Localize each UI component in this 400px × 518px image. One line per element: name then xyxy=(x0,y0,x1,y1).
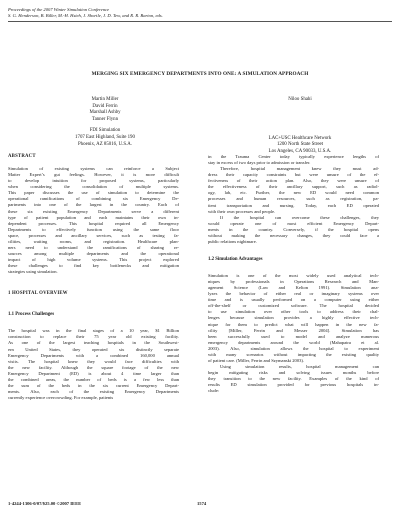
text-line: Simulation of existing systems can reinforce a Subject xyxy=(8,166,179,172)
text-line: currently experience overcrowding. For example, patients xyxy=(8,395,114,400)
right-column xyxy=(208,154,379,394)
affiliation-line: LAC+USC Healthcare Network xyxy=(268,135,332,141)
text-line: impact of high volume systems. This project explored xyxy=(8,257,179,262)
text-line: ners need to understand the ramifications of sharing re- xyxy=(8,244,179,250)
author-block-right xyxy=(245,97,355,155)
page-number: 1574 xyxy=(197,501,207,506)
copyright-footer: 1-4244-1306-0/07/$25.00 ©2007 IEEE xyxy=(8,501,82,506)
text-line: visits. The hospital knew they would face difficulties with xyxy=(8,358,179,364)
text-line: emergency departments around the world (Mahapatra et al. xyxy=(208,339,379,345)
text-line: clude: xyxy=(208,388,220,394)
affiliation-line: 1707 East Highland, Suite 190 xyxy=(75,134,135,140)
text-line: these six existing Emergency Departments serve a different xyxy=(8,208,179,214)
paper-title: MERGING SIX EMERGENCY DEPARTMENTS INTO ONE: A SIMULATION APPROACH xyxy=(91,71,309,77)
paragraph xyxy=(208,273,379,364)
text-line: off-the-shelf or customized software. The hospital decided xyxy=(208,303,379,309)
abstract-heading: ABSTRACT xyxy=(8,154,36,159)
text-line: Emergency Department (ED) is about 4 time larger than xyxy=(8,370,179,376)
author-name: Niloo Shahi xyxy=(288,97,312,102)
paragraph xyxy=(208,215,379,245)
text-line: cility [Miller, Ferrin and Messer 2004]. Simulation has xyxy=(208,327,379,333)
text-line: ern United States, they operated six distinctly separate xyxy=(8,346,179,352)
text-line: public relations nightmare. xyxy=(208,238,257,244)
text-line: in the Trauma Center today typically experience lengths of xyxy=(208,154,379,159)
text-line: results ED simulation provided for previous hospitals in- xyxy=(208,382,379,388)
author-name: Tanner Flynn xyxy=(91,116,119,122)
text-line: The hospital was in the final stages of a 10 year, $1 Billion xyxy=(8,328,179,334)
section-heading: 1 HOSPITAL OVERVIEW xyxy=(8,291,68,297)
text-line: Therefore, hospital management knew they must ad- xyxy=(220,166,379,172)
paragraph xyxy=(208,154,379,166)
text-line: Departments to effectively function using the same floor xyxy=(8,226,179,232)
header-rule xyxy=(8,21,392,22)
text-line: Simulation is one of the most widely used analytical tech- xyxy=(208,273,379,278)
text-line: with many scenarios without impacting the existing quality xyxy=(208,351,379,357)
author-block-left xyxy=(60,97,150,148)
text-line: construction to replace their 75 year old existing facility. xyxy=(8,334,179,340)
text-line: This paper discusses the use of simulation to determine the xyxy=(8,190,179,196)
text-line: these challenges to find key bottlenecks and mitigation xyxy=(8,263,179,269)
subsection-body xyxy=(8,328,179,401)
text-line: without making the necessary changes, they could face a xyxy=(208,232,379,238)
text-line: strategies using simulation. xyxy=(8,269,58,275)
text-line: ments in the country. Conversely, if the hospital opens xyxy=(208,226,379,232)
text-line: stay in excess of two days prior to admission or transfer. xyxy=(208,160,311,166)
paragraph xyxy=(208,166,379,215)
affiliation-line: 1200 North State Street xyxy=(276,142,324,148)
text-line: lenges because simulation provides a highly effective tech- xyxy=(208,315,379,321)
text-line: If the hospital can overcome these challenges, they xyxy=(220,214,379,220)
text-line: time and is usually performed on a computer using either xyxy=(208,297,379,303)
text-line: As one of the largest teaching hospitals in the Southwest- xyxy=(8,340,179,346)
text-line: to use simulation over other tools to address their chal- xyxy=(208,309,379,315)
text-line: to develop intuition for proposed systems, particularly xyxy=(8,178,179,184)
text-line: Emergency Departments with a combined 160,000 annual xyxy=(8,352,179,358)
subsection-heading: 1.1 Process Challenges xyxy=(8,312,55,318)
text-line: dependent processes. This hospital required all Emergency xyxy=(8,220,179,226)
affiliation-line: Phoenix, AZ 85016, U.S.A. xyxy=(77,141,133,147)
text-line: agement Science (Law and Kelton 1991). Simulation ana- xyxy=(208,285,379,291)
text-line: fectiveness of their action plan. Also, they were unsure of xyxy=(208,178,379,184)
text-line: ments. Also, each of the existing Emergency Departments xyxy=(8,388,179,394)
text-line: 2003). Also, simulation allows the hospital to experiment xyxy=(208,345,379,351)
text-line: partments into one of the largest in the country. Each of xyxy=(8,202,179,208)
text-line: the new facility. Although the square footage of the new xyxy=(8,364,179,370)
text-line: cilities, waiting rooms, and registration. Healthcare plan- xyxy=(8,238,179,244)
paragraph xyxy=(208,364,379,394)
text-line: Matter Expert’s gut feelings. However, it is more difficult xyxy=(8,172,179,178)
text-line: with their own processes and people. xyxy=(208,208,276,214)
text-line: dress their capacity constraints but were unsure of the ef- xyxy=(208,172,379,178)
text-line: Using simulation results, hospital management can xyxy=(220,363,379,369)
text-line: sources among multiple departments and the operational xyxy=(8,250,179,256)
text-line: would operate one of most efficient Emergency Depart- xyxy=(208,220,379,226)
text-line: operational ramifications of combining six Emergency De- xyxy=(8,196,179,202)
text-line: been successfully used to model and analyze numerous xyxy=(208,333,379,339)
text-line: niques by professionals in Operations Research and Man- xyxy=(208,279,379,285)
left-column xyxy=(8,154,179,401)
text-line: space, processes and ancillary services, such as testing fa- xyxy=(8,232,179,238)
text-line: begin mitigating risks and solving issues months before xyxy=(208,370,379,375)
text-line: the sum of the beds in the six current Emergency Depart- xyxy=(8,382,179,388)
text-line: ogy, lab, etc. Further, the new ED would need common xyxy=(208,190,379,196)
text-line: lyzes the behavior of either real or imaginary systems over xyxy=(208,291,379,297)
author-name: Marshall Ashby xyxy=(89,110,121,116)
text-line: processes and human resources, such as registration, pa- xyxy=(208,196,379,202)
subsection-heading: 1.2 Simulation Advantages xyxy=(208,256,263,262)
text-line: nique for them to predict what will happen in the new fa- xyxy=(208,321,379,327)
proceedings-title: Proceedings of the 2007 Winter Simulation Conference xyxy=(8,7,110,12)
author-name: David Ferrin xyxy=(92,103,118,109)
text-line: type of patient population and each maintains their own in- xyxy=(8,214,179,220)
affiliation-line: Los Angeles, CA 90033, U.S.A. xyxy=(268,148,332,154)
text-line: the effectiveness of their ancillary support, such as radiol- xyxy=(208,184,379,190)
abstract-body xyxy=(8,166,179,275)
affiliation-line: FDI Simulation xyxy=(89,128,121,134)
text-line: when considering the consolidation of multiple systems. xyxy=(8,184,179,190)
proceedings-editors: S. G. Henderson, B. Biller, M.-H. Hsieh, J. Shortle, J. D. Tew, and R. R. Barton, eds. xyxy=(8,13,163,18)
text-line: tient transportation and nursing. Today, each ED operated xyxy=(208,202,379,208)
proceedings-header xyxy=(8,7,388,19)
author-name: Martin Miller xyxy=(91,97,119,102)
text-line: of patient care. (Miller, Ferrin and Szymanski 2003). xyxy=(208,357,305,363)
text-line: the combined areas, the number of beds is a few less than xyxy=(8,376,179,382)
text-line: they transition to the new facility. Examples of the kind of xyxy=(208,376,379,382)
